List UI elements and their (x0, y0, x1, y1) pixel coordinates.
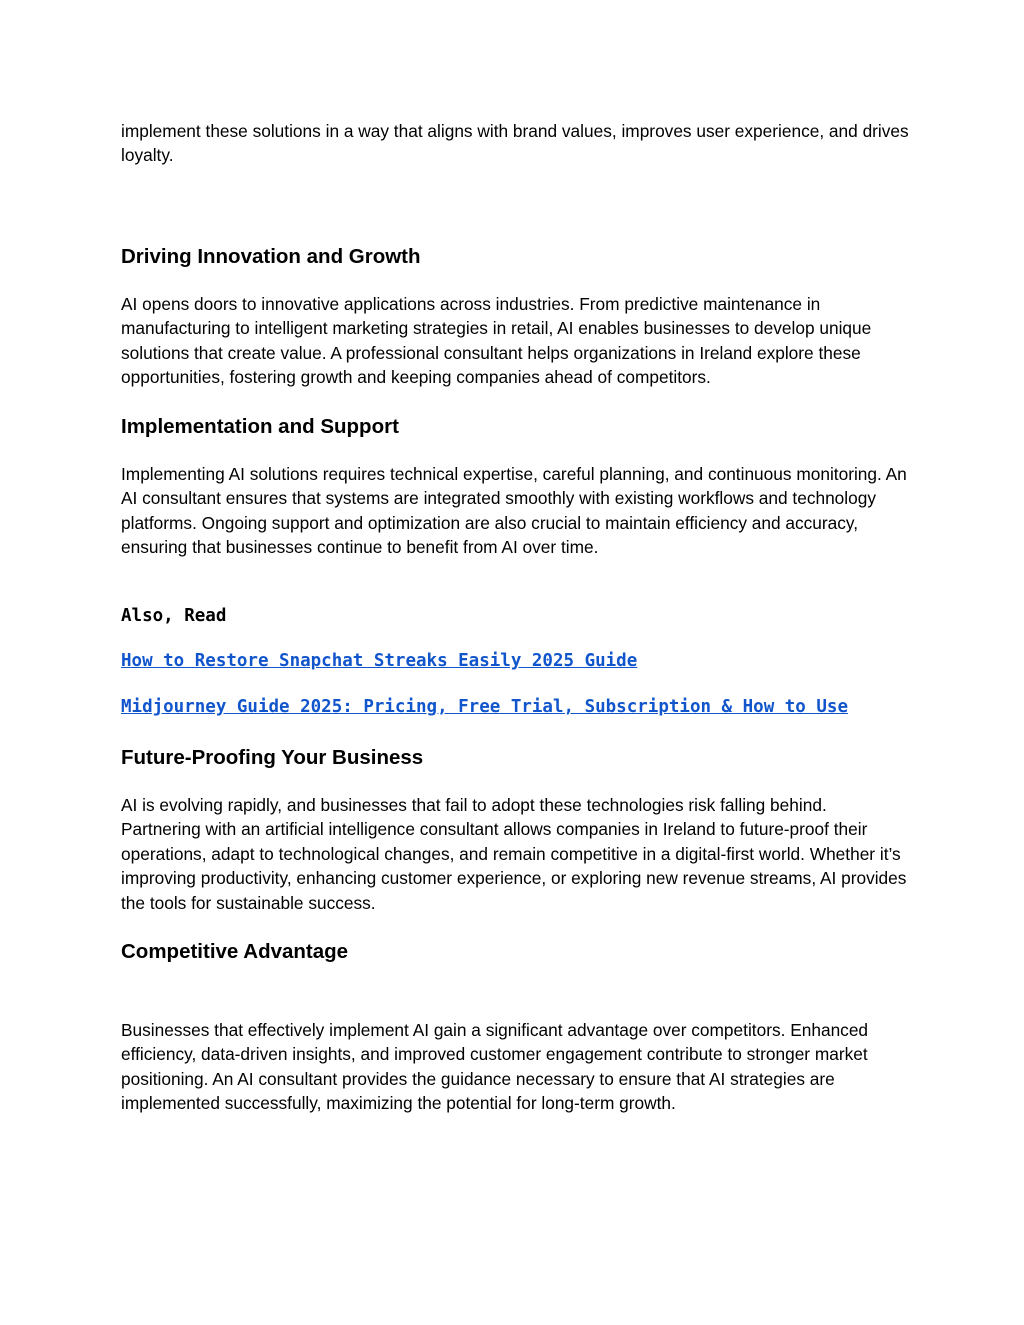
section-paragraph: AI opens doors to innovative applications across industries. From predictive maintenance in manufacturing to intelligent marketing strategies in retail, AI enables businesses to develop unique solutions that create value. A professional consultant helps organizations in Ireland explore these opportunities, fostering growth and keeping companies ahead of competitors. (121, 294, 872, 388)
section-heading: Competitive Advantage (121, 940, 349, 963)
section-paragraph: Implementing AI solutions requires technical expertise, careful planning, and continuous monitoring. An AI consultant ensures that systems are integrated smoothly with existing workflows and technology platforms. Ongoing support and optimization are also crucial to maintain efficiency and accuracy, ensuring that businesses continue to benefit from AI over time. (121, 464, 907, 558)
article-link[interactable]: Midjourney Guide 2025: Pricing, Free Trial, Subscription & How to Use (121, 697, 848, 717)
section-heading: Driving Innovation and Growth (121, 245, 421, 268)
section-heading: Future-Proofing Your Business (121, 746, 424, 769)
article-link[interactable]: How to Restore Snapchat Streaks Easily 2025 Guide (121, 651, 638, 671)
section-heading: Implementation and Support (121, 415, 399, 438)
also-read-label: Also, Read (121, 606, 227, 626)
section-paragraph: Businesses that effectively implement AI gain a significant advantage over competitors. Enhanced efficiency, data-driven insights, and improved customer engagement contribute to stronger market positioning. An AI consultant provides the guidance necessary to ensure that AI strategies are implemented successfully, maximizing the potential for long-term growth. (121, 1020, 869, 1114)
intro-paragraph: implement these solutions in a way that aligns with brand values, improves user experience, and drives loyalty. (121, 121, 909, 166)
section-paragraph: AI is evolving rapidly, and businesses that fail to adopt these technologies risk falling behind. Partnering with an artificial intelligence consultant allows companies in Ireland to future-proof their operations, adapt to technological changes, and remain competitive in a digital-first world. Whether it’s improving productivity, enhancing customer experience, or exploring new revenue streams, AI provides the tools for sustainable success. (121, 795, 907, 913)
